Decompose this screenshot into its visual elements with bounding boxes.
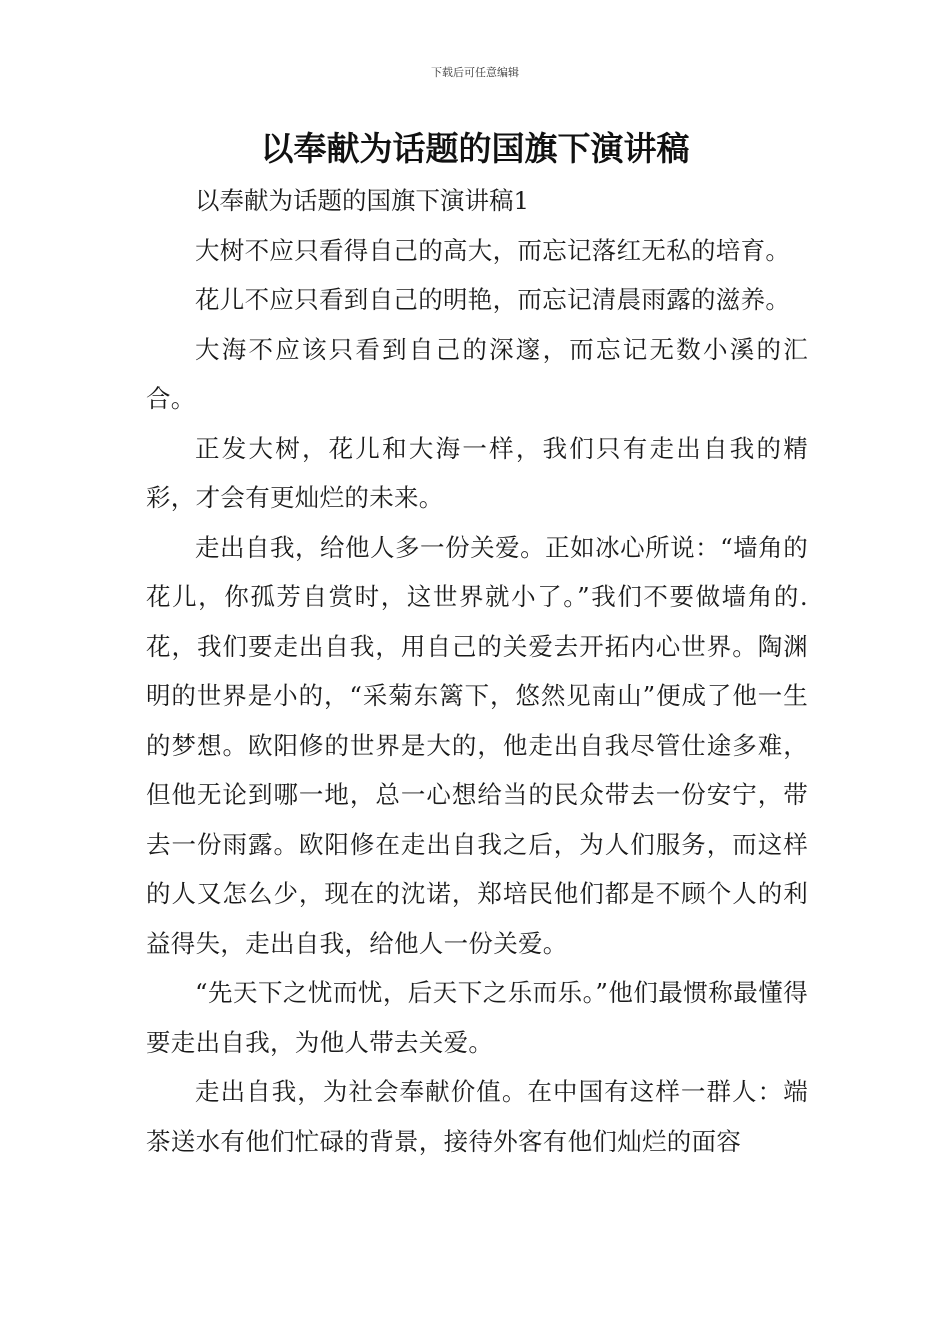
document-subtitle: 以奉献为话题的国旗下演讲稿1 [195, 186, 530, 215]
document-title: 以奉献为话题的国旗下演讲稿 [260, 129, 690, 168]
paragraph: 花儿不应只看到自己的明艳，而忘记清晨雨露的滋养。 [195, 285, 791, 314]
paragraph: 大海不应该只看到自己的深邃，而忘记无数小溪的汇合。 [146, 334, 808, 413]
header-note: 下载后可任意编辑 [431, 66, 519, 79]
paragraph: 正发大树，花儿和大海一样，我们只有走出自我的精彩，才会有更灿烂的未来。 [146, 433, 808, 512]
paragraph: 大树不应只看得自己的高大，而忘记落红无私的培育。 [195, 235, 791, 265]
paragraph: 走出自我，给他人多一份关爱。正如冰心所说：“墙角的花儿，你孤芳自赏时，这世界就小了。”我们不要做墙角的.花，我们要走出自我，用自己的关爱去开拓内心世界。陶渊明的世界是小的，“采菊东篱下，悠然见南山”便成了他一生的梦想。欧阳修的世界是大的，他走出自我尽管仕途多难，但他无论到哪一地，总一心想给当的民众带去一份安宁，带去一份雨露。欧阳修在走出自我之后，为人们服务，而这样的人又怎么少，现在的沈诺，郑培民他们都是不顾个人的利益得失，走出自我，给他人一份关爱。 [146, 532, 808, 958]
document-body [146, 176, 808, 1166]
paragraph: “先天下之忧而忧，后天下之乐而乐。”他们最惯称最懂得要走出自我，为他人带去关爱。 [146, 978, 808, 1057]
paragraph: 走出自我，为社会奉献价值。在中国有这样一群人：端茶送水有他们忙碌的背景，接待外客有他们灿烂的面容 [146, 1077, 808, 1156]
